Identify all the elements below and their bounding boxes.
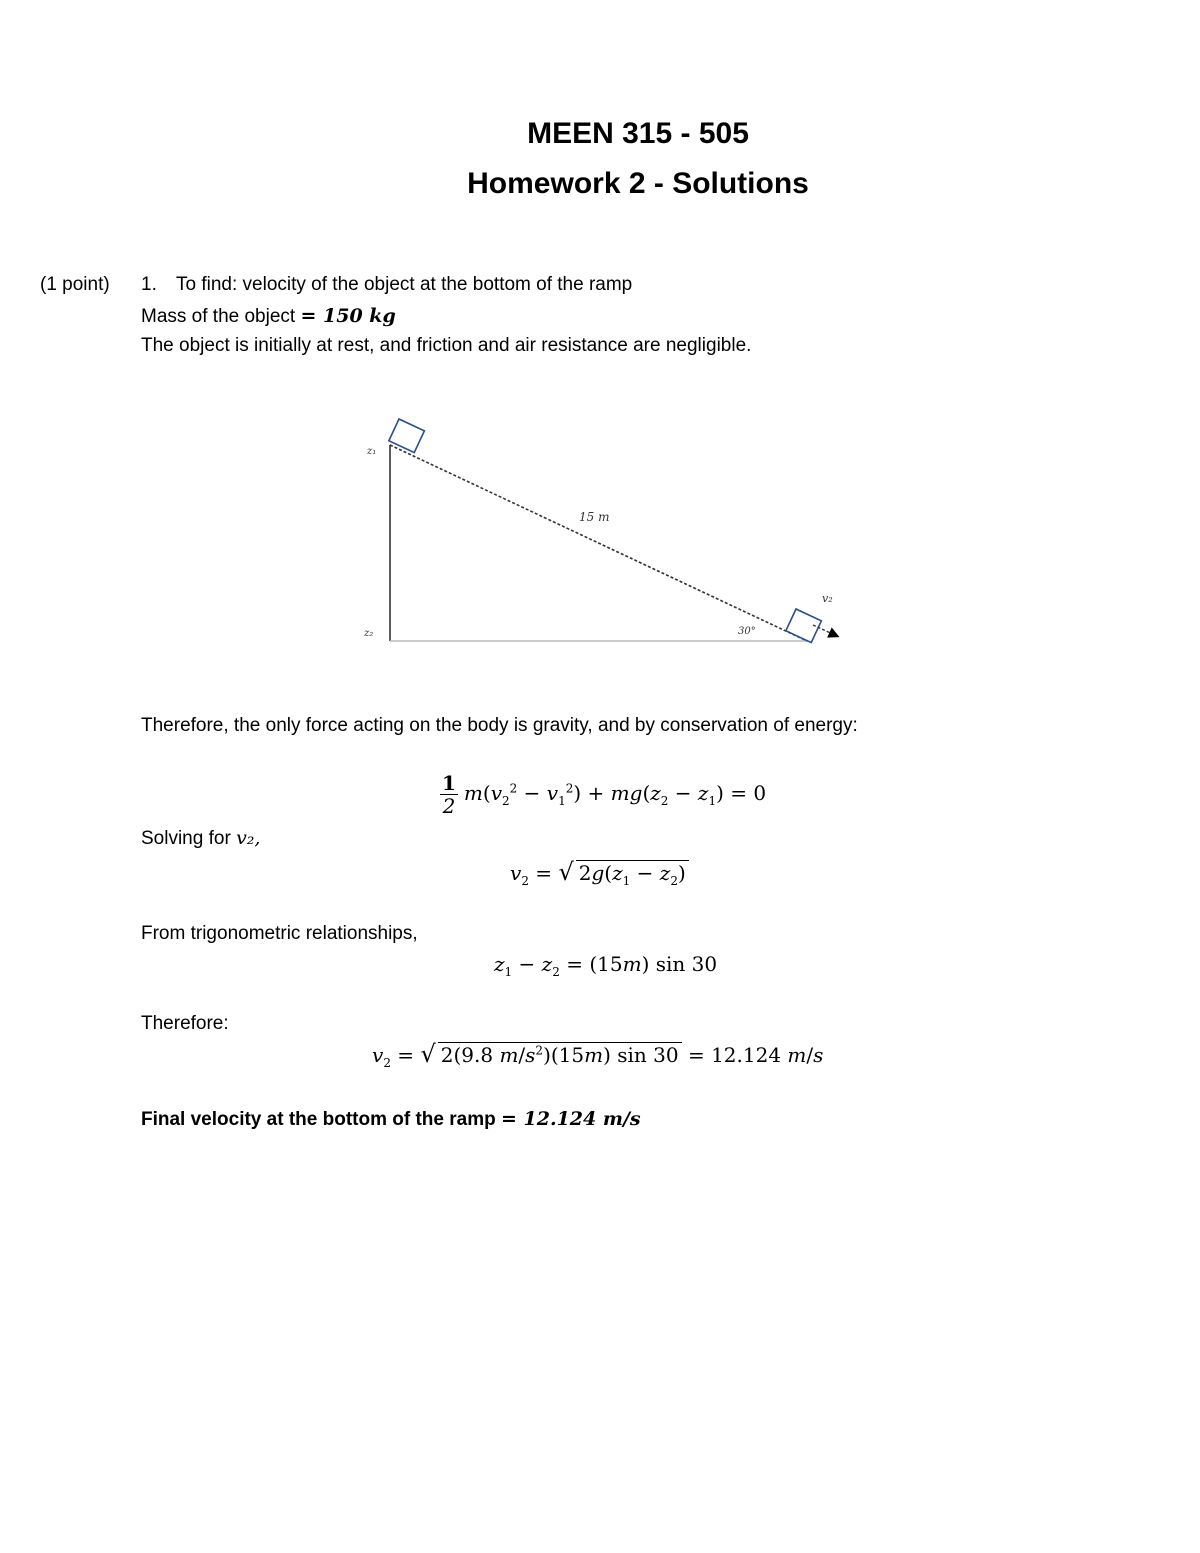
mass-label: Mass of the object: [141, 306, 296, 327]
block-top: [389, 419, 425, 453]
final-value: = 12.124 m/s: [500, 1108, 641, 1130]
v2-label: v₂: [822, 592, 833, 605]
solving-for-line: [141, 826, 260, 851]
z1-label: z₁: [367, 446, 377, 457]
length-label: 15 m: [579, 510, 610, 524]
therefore-text: Therefore:: [141, 1013, 229, 1034]
block-bottom: [786, 609, 822, 643]
v2-equation: $v_2$ = √ $2g(z_1 - z_2)$: [510, 858, 689, 888]
angle-label: 30°: [738, 626, 756, 637]
solution-intro: Therefore, the only force acting on the body is gravity, and by conservation of energy:: [141, 715, 858, 736]
problem-number: 1.: [141, 274, 157, 295]
result-equation: $v_2$ = √ 2(9.8 $m/s^2)(15m)$ sin 30 = 12.124 m/s: [372, 1040, 824, 1070]
final-answer: [141, 1107, 641, 1132]
mass-line: [141, 304, 396, 329]
energy-equation: $\frac{1}{2}$ $m(v_2^2 - v_1^2) + mg(z_2 - z_1) = 0$: [442, 771, 767, 818]
trig-text: From trigonometric relationships,: [141, 923, 418, 944]
ramp-diagram: [355, 405, 855, 655]
height-equation: $z_1 - z_2 = (15m)$ sin 30: [494, 952, 718, 979]
conditions-text: The object is initially at rest, and friction and air resistance are negligible.: [141, 335, 752, 356]
page-title: Homework 2 - Solutions: [467, 167, 809, 200]
solving-for-text: Solving for: [141, 828, 231, 849]
course-title: MEEN 315 - 505: [527, 117, 749, 150]
solving-for-var: v₂,: [236, 827, 261, 849]
problem-to-find: To find: velocity of the object at the bottom of the ramp: [176, 274, 633, 295]
mass-value: = 150 kg: [300, 305, 396, 327]
points-label: (1 point): [40, 274, 110, 295]
final-label: Final velocity at the bottom of the ramp: [141, 1109, 496, 1130]
half-fraction: $\frac{1}{2}$: [442, 771, 456, 818]
z2-label: z₂: [364, 628, 374, 639]
ramp-incline: [390, 445, 807, 641]
